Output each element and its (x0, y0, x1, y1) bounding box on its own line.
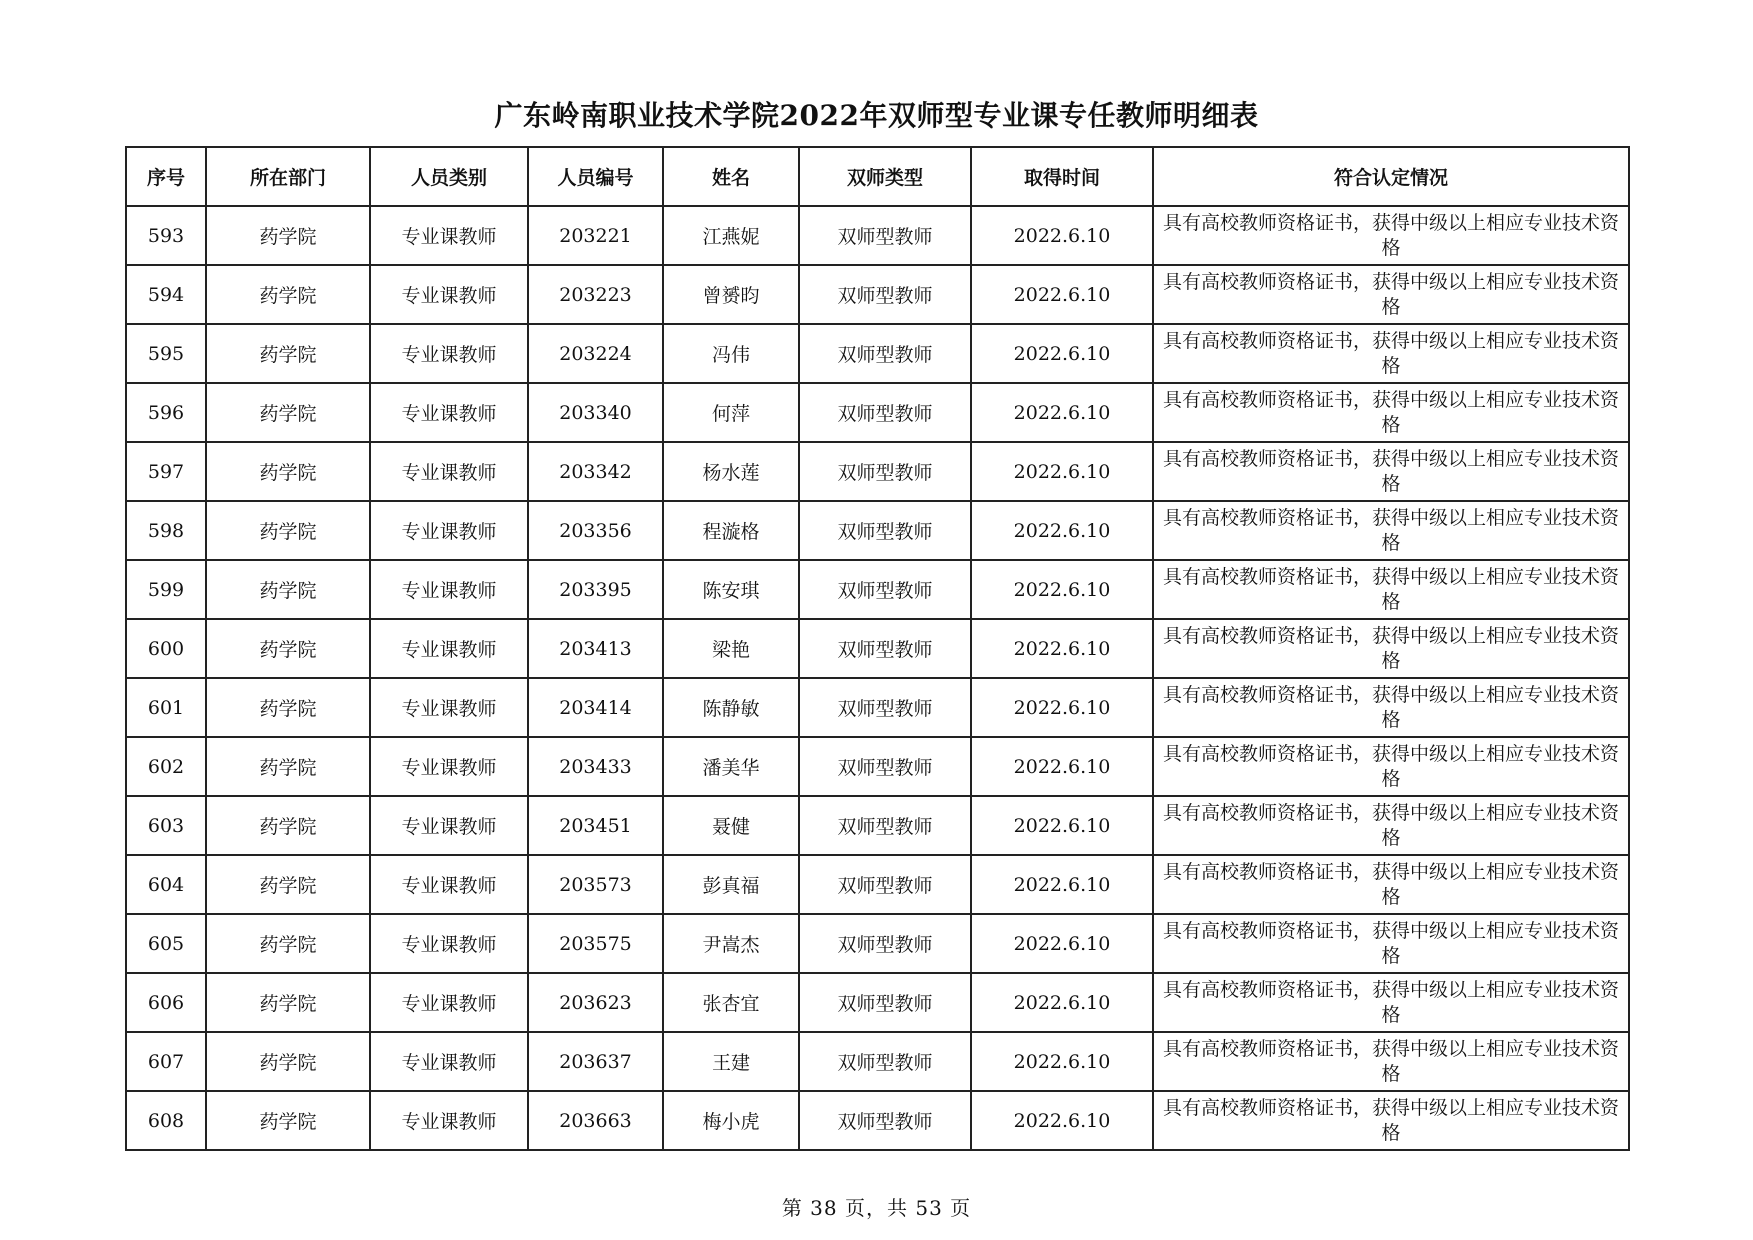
table-row (126, 678, 1629, 737)
cell-type: 双师型教师 (799, 914, 971, 973)
cell-dept: 药学院 (206, 1091, 370, 1150)
table-row (126, 442, 1629, 501)
table-row (126, 914, 1629, 973)
cell-date: 2022.6.10 (971, 678, 1153, 737)
cell-name: 何萍 (663, 383, 799, 442)
header-date: 取得时间 (971, 147, 1153, 206)
header-staff-id: 人员编号 (528, 147, 663, 206)
table-row (126, 560, 1629, 619)
teacher-table (125, 146, 1630, 1151)
cell-dept: 药学院 (206, 796, 370, 855)
cell-category: 专业课教师 (370, 1032, 528, 1091)
cell-remark: 具有高校教师资格证书，获得中级以上相应专业技术资格 (1153, 501, 1629, 560)
cell-category: 专业课教师 (370, 737, 528, 796)
header-name: 姓名 (663, 147, 799, 206)
cell-date: 2022.6.10 (971, 501, 1153, 560)
cell-name: 王建 (663, 1032, 799, 1091)
cell-name: 聂健 (663, 796, 799, 855)
cell-seq: 598 (126, 501, 206, 560)
cell-name: 曾赟昀 (663, 265, 799, 324)
cell-seq: 596 (126, 383, 206, 442)
cell-category: 专业课教师 (370, 619, 528, 678)
cell-type: 双师型教师 (799, 737, 971, 796)
table-row (126, 383, 1629, 442)
cell-staff-id: 203637 (528, 1032, 663, 1091)
cell-remark: 具有高校教师资格证书，获得中级以上相应专业技术资格 (1153, 265, 1629, 324)
cell-dept: 药学院 (206, 501, 370, 560)
table-row (126, 1032, 1629, 1091)
cell-name: 冯伟 (663, 324, 799, 383)
table-row (126, 265, 1629, 324)
cell-name: 陈静敏 (663, 678, 799, 737)
cell-seq: 597 (126, 442, 206, 501)
cell-name: 杨水莲 (663, 442, 799, 501)
table-row (126, 619, 1629, 678)
cell-type: 双师型教师 (799, 442, 971, 501)
cell-dept: 药学院 (206, 1032, 370, 1091)
cell-seq: 593 (126, 206, 206, 265)
cell-dept: 药学院 (206, 324, 370, 383)
cell-dept: 药学院 (206, 206, 370, 265)
cell-category: 专业课教师 (370, 501, 528, 560)
cell-remark: 具有高校教师资格证书，获得中级以上相应专业技术资格 (1153, 737, 1629, 796)
cell-remark: 具有高校教师资格证书，获得中级以上相应专业技术资格 (1153, 442, 1629, 501)
cell-seq: 594 (126, 265, 206, 324)
table-row (126, 501, 1629, 560)
cell-seq: 604 (126, 855, 206, 914)
header-type: 双师类型 (799, 147, 971, 206)
cell-dept: 药学院 (206, 914, 370, 973)
cell-staff-id: 203356 (528, 501, 663, 560)
cell-type: 双师型教师 (799, 796, 971, 855)
cell-seq: 603 (126, 796, 206, 855)
cell-type: 双师型教师 (799, 1091, 971, 1150)
cell-dept: 药学院 (206, 560, 370, 619)
cell-date: 2022.6.10 (971, 206, 1153, 265)
cell-type: 双师型教师 (799, 265, 971, 324)
cell-category: 专业课教师 (370, 206, 528, 265)
cell-remark: 具有高校教师资格证书，获得中级以上相应专业技术资格 (1153, 1091, 1629, 1150)
cell-staff-id: 203451 (528, 796, 663, 855)
header-seq: 序号 (126, 147, 206, 206)
header-category: 人员类别 (370, 147, 528, 206)
cell-seq: 605 (126, 914, 206, 973)
cell-category: 专业课教师 (370, 265, 528, 324)
cell-name: 程漩格 (663, 501, 799, 560)
cell-type: 双师型教师 (799, 855, 971, 914)
cell-remark: 具有高校教师资格证书，获得中级以上相应专业技术资格 (1153, 914, 1629, 973)
page-number: 第 38 页，共 53 页 (781, 1196, 972, 1220)
cell-staff-id: 203433 (528, 737, 663, 796)
cell-category: 专业课教师 (370, 855, 528, 914)
cell-remark: 具有高校教师资格证书，获得中级以上相应专业技术资格 (1153, 206, 1629, 265)
cell-date: 2022.6.10 (971, 796, 1153, 855)
cell-date: 2022.6.10 (971, 324, 1153, 383)
cell-seq: 600 (126, 619, 206, 678)
cell-seq: 595 (126, 324, 206, 383)
cell-date: 2022.6.10 (971, 973, 1153, 1032)
cell-staff-id: 203413 (528, 619, 663, 678)
cell-date: 2022.6.10 (971, 265, 1153, 324)
cell-dept: 药学院 (206, 383, 370, 442)
cell-dept: 药学院 (206, 973, 370, 1032)
cell-date: 2022.6.10 (971, 383, 1153, 442)
cell-seq: 608 (126, 1091, 206, 1150)
cell-staff-id: 203623 (528, 973, 663, 1032)
table-row (126, 324, 1629, 383)
cell-staff-id: 203573 (528, 855, 663, 914)
cell-remark: 具有高校教师资格证书，获得中级以上相应专业技术资格 (1153, 1032, 1629, 1091)
table-row (126, 206, 1629, 265)
cell-type: 双师型教师 (799, 324, 971, 383)
cell-category: 专业课教师 (370, 973, 528, 1032)
table-row (126, 855, 1629, 914)
header-remark: 符合认定情况 (1153, 147, 1629, 206)
cell-staff-id: 203221 (528, 206, 663, 265)
cell-seq: 601 (126, 678, 206, 737)
cell-date: 2022.6.10 (971, 560, 1153, 619)
cell-seq: 599 (126, 560, 206, 619)
cell-remark: 具有高校教师资格证书，获得中级以上相应专业技术资格 (1153, 619, 1629, 678)
cell-type: 双师型教师 (799, 1032, 971, 1091)
cell-dept: 药学院 (206, 442, 370, 501)
cell-seq: 607 (126, 1032, 206, 1091)
cell-type: 双师型教师 (799, 501, 971, 560)
cell-date: 2022.6.10 (971, 1032, 1153, 1091)
cell-staff-id: 203223 (528, 265, 663, 324)
cell-date: 2022.6.10 (971, 737, 1153, 796)
cell-type: 双师型教师 (799, 973, 971, 1032)
cell-remark: 具有高校教师资格证书，获得中级以上相应专业技术资格 (1153, 973, 1629, 1032)
cell-name: 江燕妮 (663, 206, 799, 265)
cell-date: 2022.6.10 (971, 619, 1153, 678)
cell-type: 双师型教师 (799, 678, 971, 737)
cell-name: 陈安琪 (663, 560, 799, 619)
cell-dept: 药学院 (206, 855, 370, 914)
cell-type: 双师型教师 (799, 619, 971, 678)
cell-category: 专业课教师 (370, 1091, 528, 1150)
cell-dept: 药学院 (206, 678, 370, 737)
cell-category: 专业课教师 (370, 383, 528, 442)
cell-category: 专业课教师 (370, 324, 528, 383)
cell-name: 梅小虎 (663, 1091, 799, 1150)
cell-remark: 具有高校教师资格证书，获得中级以上相应专业技术资格 (1153, 324, 1629, 383)
cell-remark: 具有高校教师资格证书，获得中级以上相应专业技术资格 (1153, 560, 1629, 619)
cell-staff-id: 203414 (528, 678, 663, 737)
table-row (126, 973, 1629, 1032)
cell-remark: 具有高校教师资格证书，获得中级以上相应专业技术资格 (1153, 855, 1629, 914)
cell-type: 双师型教师 (799, 206, 971, 265)
cell-type: 双师型教师 (799, 560, 971, 619)
table-row (126, 737, 1629, 796)
cell-seq: 602 (126, 737, 206, 796)
cell-staff-id: 203575 (528, 914, 663, 973)
header-dept: 所在部门 (206, 147, 370, 206)
cell-category: 专业课教师 (370, 560, 528, 619)
cell-remark: 具有高校教师资格证书，获得中级以上相应专业技术资格 (1153, 796, 1629, 855)
cell-name: 潘美华 (663, 737, 799, 796)
cell-remark: 具有高校教师资格证书，获得中级以上相应专业技术资格 (1153, 678, 1629, 737)
cell-name: 尹嵩杰 (663, 914, 799, 973)
cell-category: 专业课教师 (370, 442, 528, 501)
cell-type: 双师型教师 (799, 383, 971, 442)
cell-date: 2022.6.10 (971, 855, 1153, 914)
cell-name: 梁艳 (663, 619, 799, 678)
cell-staff-id: 203663 (528, 1091, 663, 1150)
cell-date: 2022.6.10 (971, 1091, 1153, 1150)
cell-remark: 具有高校教师资格证书，获得中级以上相应专业技术资格 (1153, 383, 1629, 442)
cell-dept: 药学院 (206, 265, 370, 324)
cell-date: 2022.6.10 (971, 442, 1153, 501)
cell-name: 彭真福 (663, 855, 799, 914)
cell-category: 专业课教师 (370, 678, 528, 737)
cell-dept: 药学院 (206, 619, 370, 678)
table-row (126, 796, 1629, 855)
cell-category: 专业课教师 (370, 796, 528, 855)
cell-category: 专业课教师 (370, 914, 528, 973)
page-title: 广东岭南职业技术学院2022年双师型专业课专任教师明细表 (494, 99, 1259, 132)
table-header-row (126, 147, 1629, 206)
cell-staff-id: 203340 (528, 383, 663, 442)
cell-date: 2022.6.10 (971, 914, 1153, 973)
cell-name: 张杏宜 (663, 973, 799, 1032)
table-row (126, 1091, 1629, 1150)
cell-staff-id: 203395 (528, 560, 663, 619)
cell-staff-id: 203342 (528, 442, 663, 501)
cell-seq: 606 (126, 973, 206, 1032)
cell-dept: 药学院 (206, 737, 370, 796)
cell-staff-id: 203224 (528, 324, 663, 383)
